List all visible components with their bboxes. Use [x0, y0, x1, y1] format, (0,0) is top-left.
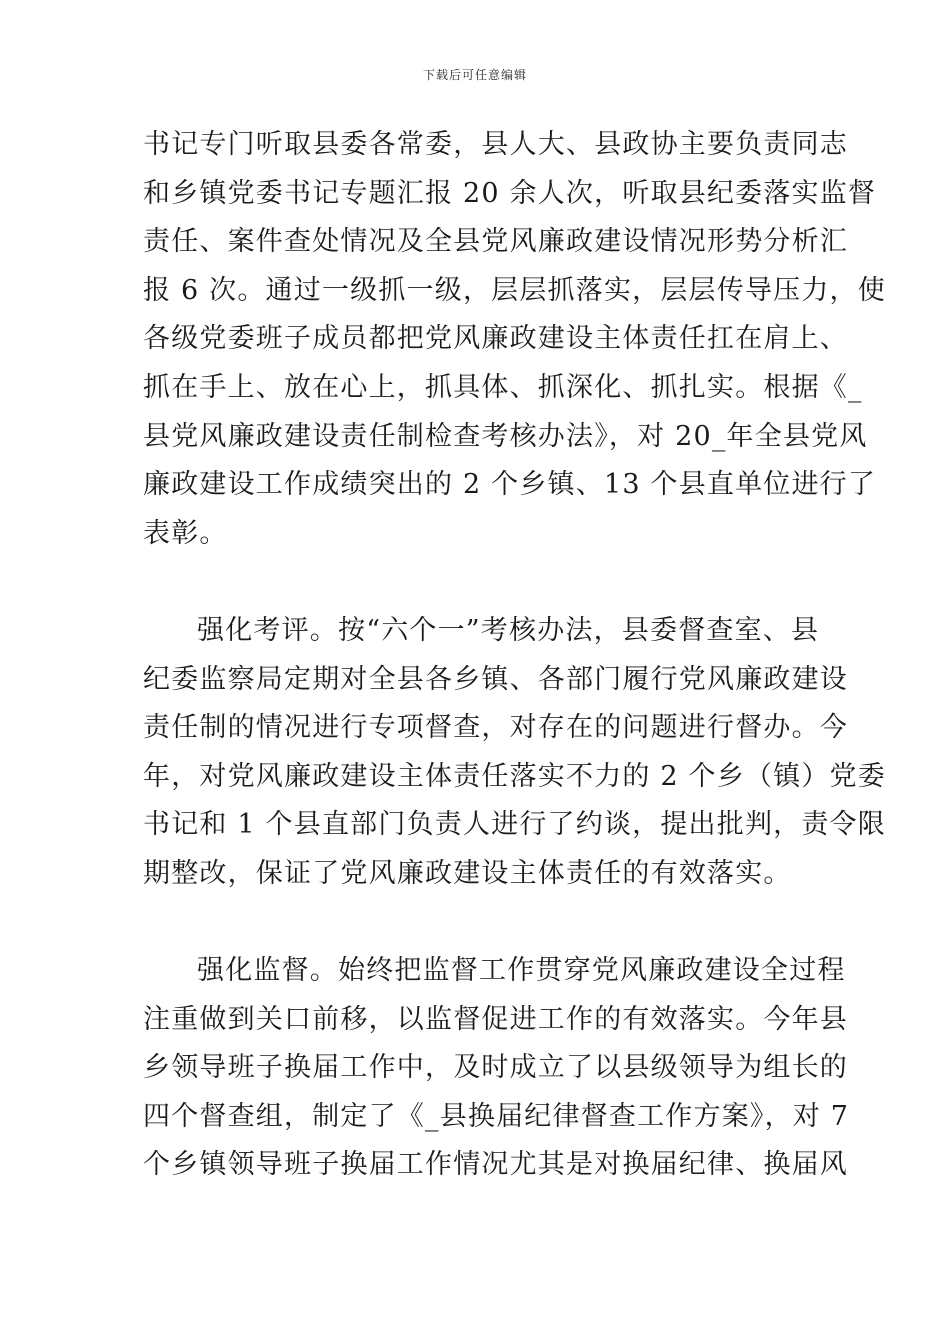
text-line: 各级党委班子成员都把党风廉政建设主体责任扛在肩上、 [143, 323, 848, 355]
text-line: 责任制的情况进行专项督查，对存在的问题进行督办。今 [143, 712, 848, 744]
text-line: 县党风廉政建设责任制检查考核办法》，对 20_年全县党风 [143, 420, 868, 452]
text-line: 责任、案件查处情况及全县党风廉政建设情况形势分析汇 [143, 226, 848, 258]
text-line: 乡领导班子换届工作中，及时成立了以县级领导为组长的 [143, 1052, 848, 1084]
text-line: 强化考评。按“六个一”考核办法，县委督查室、县 [197, 614, 820, 646]
text-line: 报 6 次。通过一级抓一级，层层抓落实，层层传导压力，使 [143, 274, 886, 306]
text-line: 期整改，保证了党风廉政建设主体责任的有效落实。 [143, 857, 792, 889]
text-line: 抓在手上、放在心上，抓具体、抓深化、抓扎实。根据《_ [143, 371, 863, 403]
text-line: 注重做到关口前移，以监督促进工作的有效落实。今年县 [143, 1003, 848, 1035]
text-line: 纪委监察局定期对全县各乡镇、各部门履行党风廉政建设 [143, 663, 848, 695]
paragraph-1 [143, 121, 886, 558]
text-line: 书记专门听取县委各常委，县人大、县政协主要负责同志 [143, 129, 848, 160]
text-line: 四个督查组，制定了《_县换届纪律督查工作方案》，对 7 [143, 1100, 850, 1132]
document-body [143, 121, 886, 1190]
text-line: 年，对党风廉政建设主体责任落实不力的 2 个乡（镇）党委 [143, 760, 886, 792]
text-line: 强化监督。始终把监督工作贯穿党风廉政建设全过程 [197, 955, 846, 987]
page-header: 下载后可任意编辑 [422, 68, 527, 82]
text-line: 和乡镇党委书记专题汇报 20 余人次，听取县纪委落实监督 [143, 177, 877, 209]
text-line: 书记和 1 个县直部门负责人进行了约谈，提出批判，责令限 [143, 809, 886, 841]
paragraph-2 [143, 607, 886, 899]
text-line: 个乡镇领导班子换届工作情况尤其是对换届纪律、换届风 [143, 1149, 848, 1181]
paragraph-gap [143, 899, 808, 948]
text-line: 表彰。 [143, 517, 228, 549]
paragraph-3 [143, 947, 850, 1190]
text-line: 廉政建设工作成绩突出的 2 个乡镇、13 个县直单位进行了 [143, 469, 877, 501]
paragraph-gap [143, 558, 808, 607]
